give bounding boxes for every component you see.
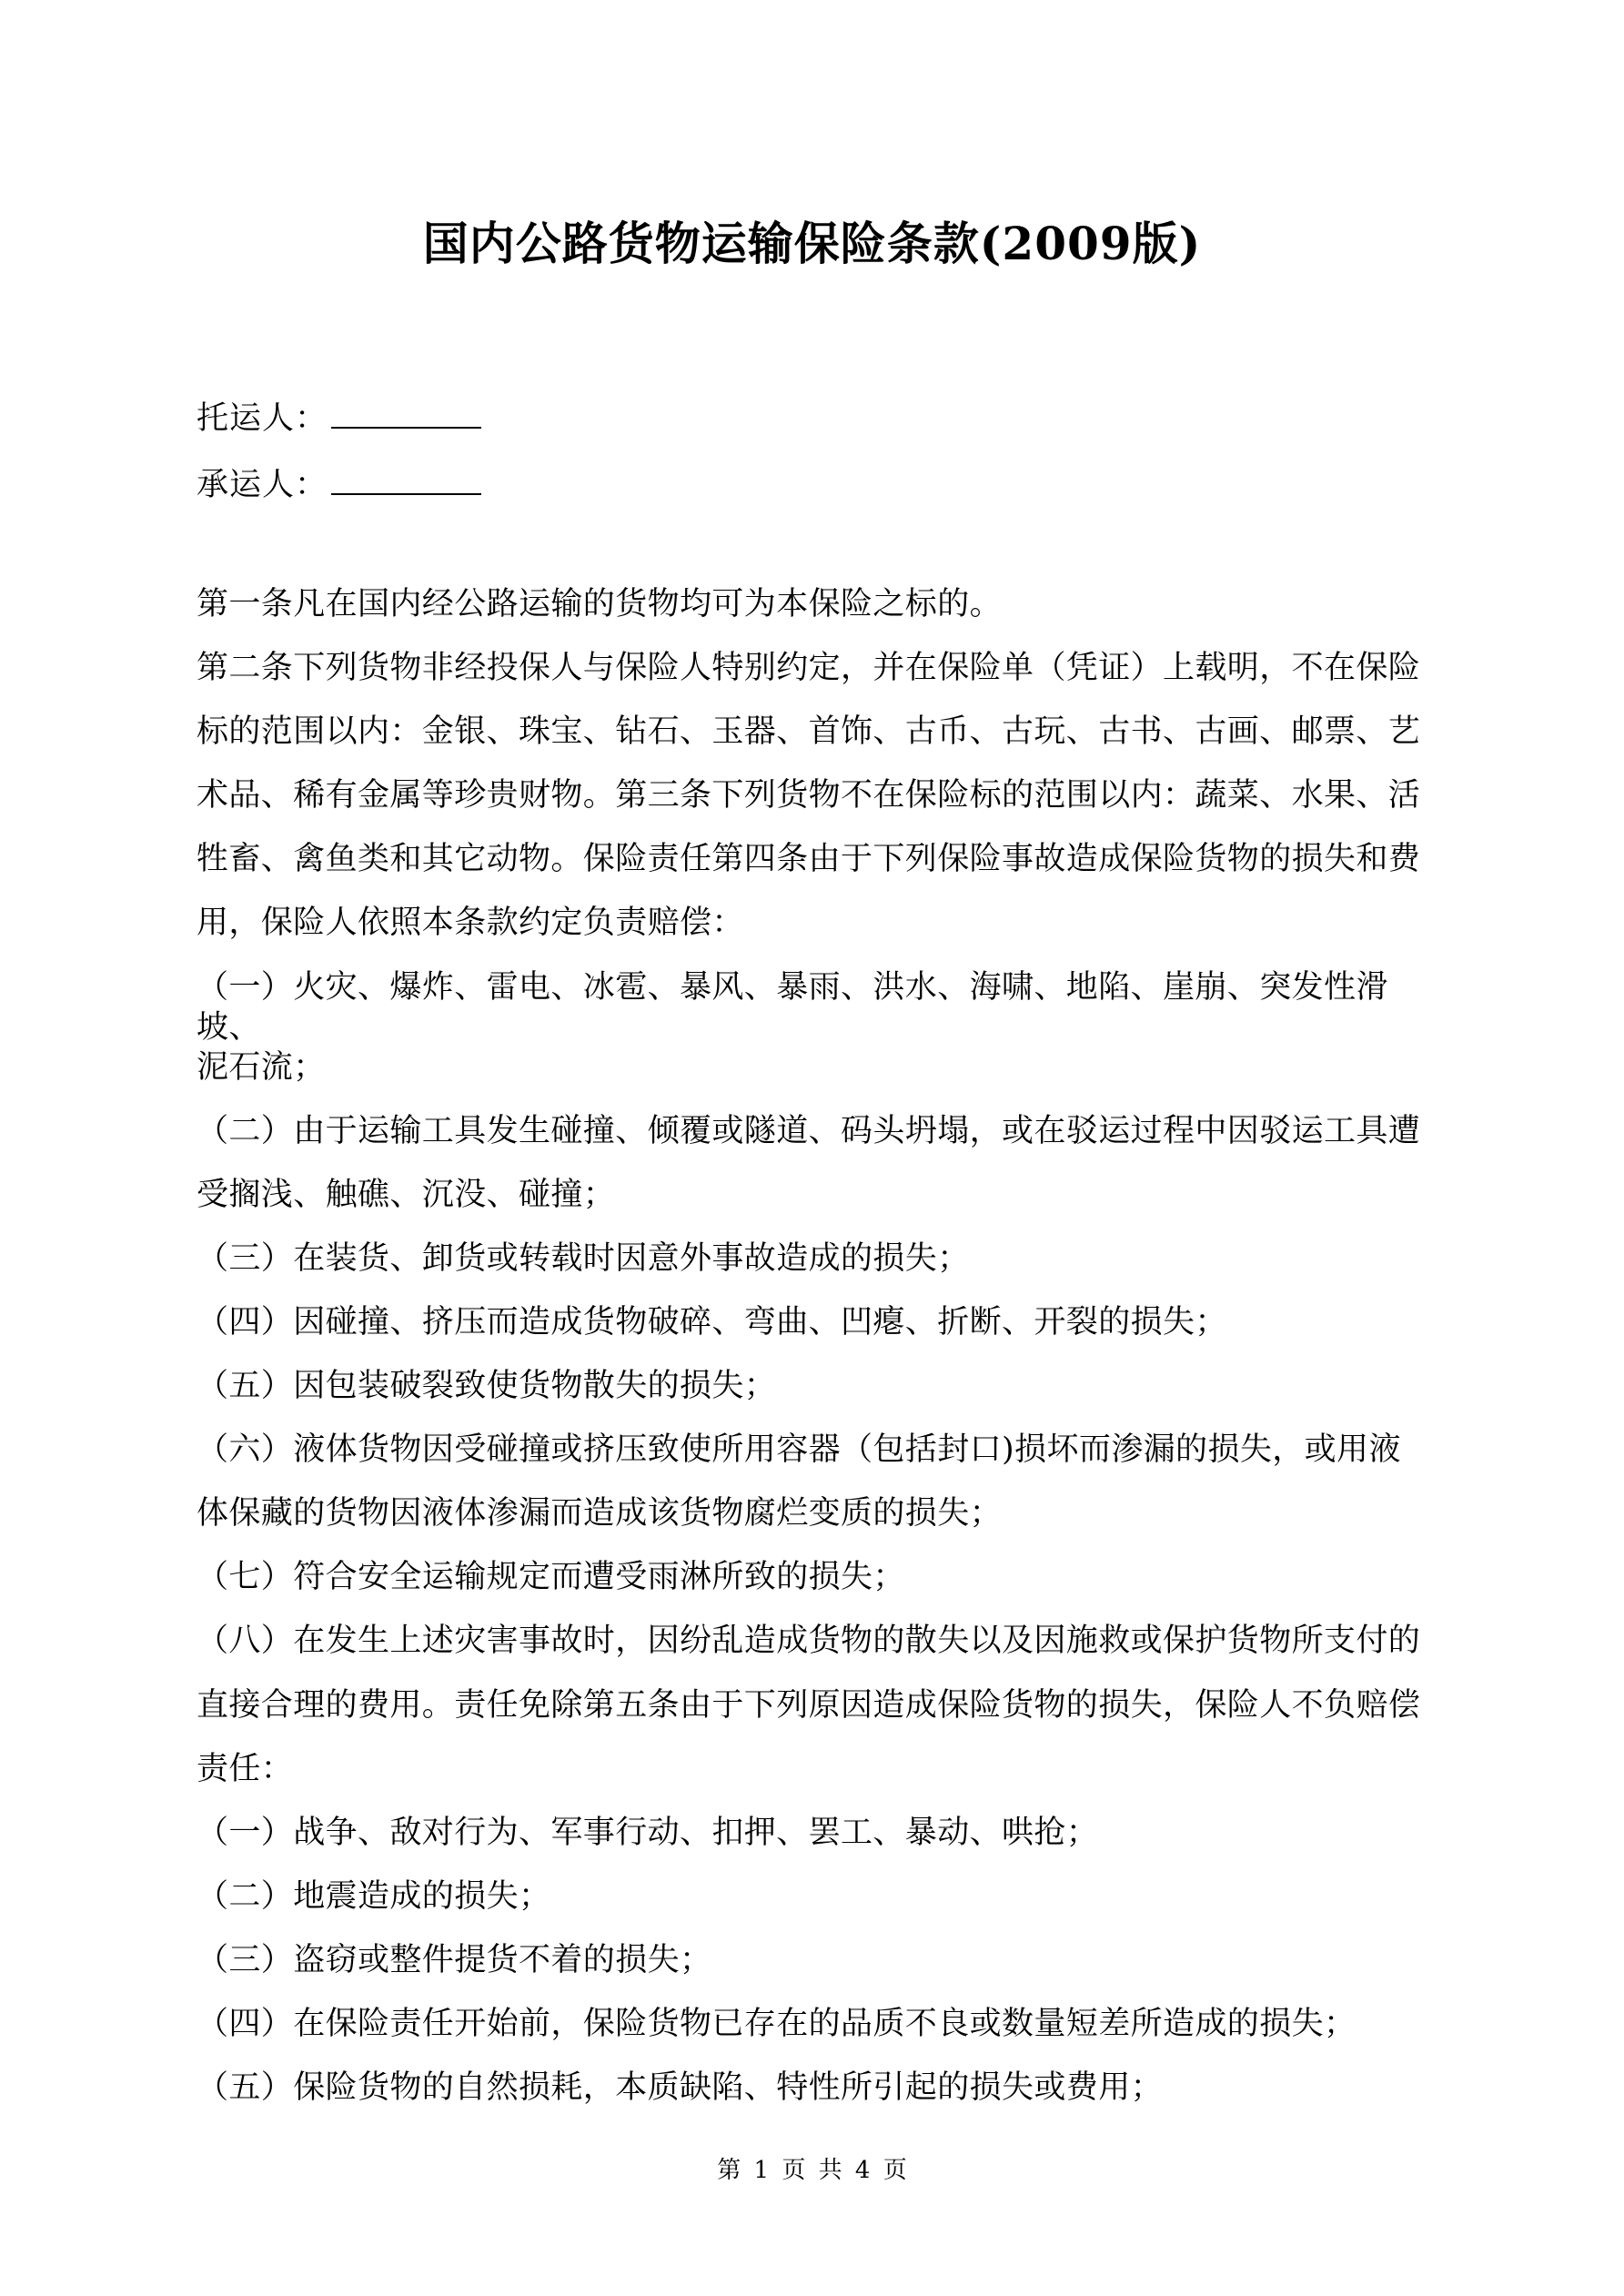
text-line: （三）盗窃或整件提货不着的损失； [197,1941,712,1978]
text-line: （八）在发生上述灾害事故时，因纷乱造成货物的散失以及因施救或保护货物所支付的 [197,1623,1421,1660]
document-title: 国内公路货物运输保险条款(2009版) [422,217,1202,270]
shipper-label: 托运人： [197,400,328,437]
text-line: 用，保险人依照本条款约定负责赔偿： [197,905,744,942]
document-body [197,584,1439,2131]
text-line: （六）液体货物因受碰撞或挤压致使所用容器（包括封口)损坏而渗漏的损失，或用液 [197,1431,1401,1469]
text-line: 第一条凡在国内经公路运输的货物均可为本保险之标的。 [197,586,1003,622]
carrier-blank [331,466,481,495]
text-line: （一）战争、敌对行为、军事行动、扣押、罢工、暴动、哄抢； [197,1814,1099,1851]
text-line: 受搁浅、触礁、沉没、碰撞； [197,1176,616,1213]
shipper-field [197,393,481,439]
text-line: 责任： [197,1750,294,1787]
text-line: 体保藏的货物因液体渗漏而造成该货物腐烂变质的损失； [197,1495,1003,1532]
carrier-field [197,460,481,505]
text-line: 泥石流； [197,1048,326,1086]
page-number: 第 1 页 共 4 页 [717,2157,907,2184]
text-line: （一）火灾、爆炸、雷电、冰雹、暴风、暴雨、洪水、海啸、地陷、崖崩、突发性滑坡、 [197,968,1388,1046]
text-line: （五）保险货物的自然损耗，本质缺陷、特性所引起的损失或费用； [197,2069,1164,2107]
text-line: 第二条下列货物非经投保人与保险人特别约定，并在保险单（凭证）上载明，不在保险 [197,650,1421,687]
text-line: （四）在保险责任开始前，保险货物已存在的品质不良或数量短差所造成的损失； [197,2005,1357,2042]
shipper-blank [331,400,481,429]
text-line: 标的范围以内：金银、珠宝、钻石、玉器、首饰、古币、古玩、古书、古画、邮票、艺 [197,713,1421,751]
text-line: （五）因包装破裂致使货物散失的损失； [197,1368,777,1405]
text-line: 直接合理的费用。责任免除第五条由于下列原因造成保险货物的损失，保险人不负赔偿 [197,1686,1421,1724]
text-line: （三）在装货、卸货或转载时因意外事故造成的损失； [197,1239,970,1277]
text-line: 术品、稀有金属等珍贵财物。第三条下列货物不在保险标的范围以内：蔬菜、水果、活 [197,777,1421,814]
text-line: （二）地震造成的损失； [197,1877,551,1915]
text-line: （二）由于运输工具发生碰撞、倾覆或隧道、码头坍塌，或在驳运过程中因驳运工具遭 [197,1112,1421,1149]
text-line: 牲畜、禽鱼类和其它动物。保险责任第四条由于下列保险事故造成保险货物的损失和费 [197,841,1421,878]
carrier-label: 承运人： [197,467,328,503]
text-line: （七）符合安全运输规定而遭受雨淋所致的损失； [197,1559,905,1596]
text-line: （四）因碰撞、挤压而造成货物破碎、弯曲、凹瘪、折断、开裂的损失； [197,1303,1227,1340]
